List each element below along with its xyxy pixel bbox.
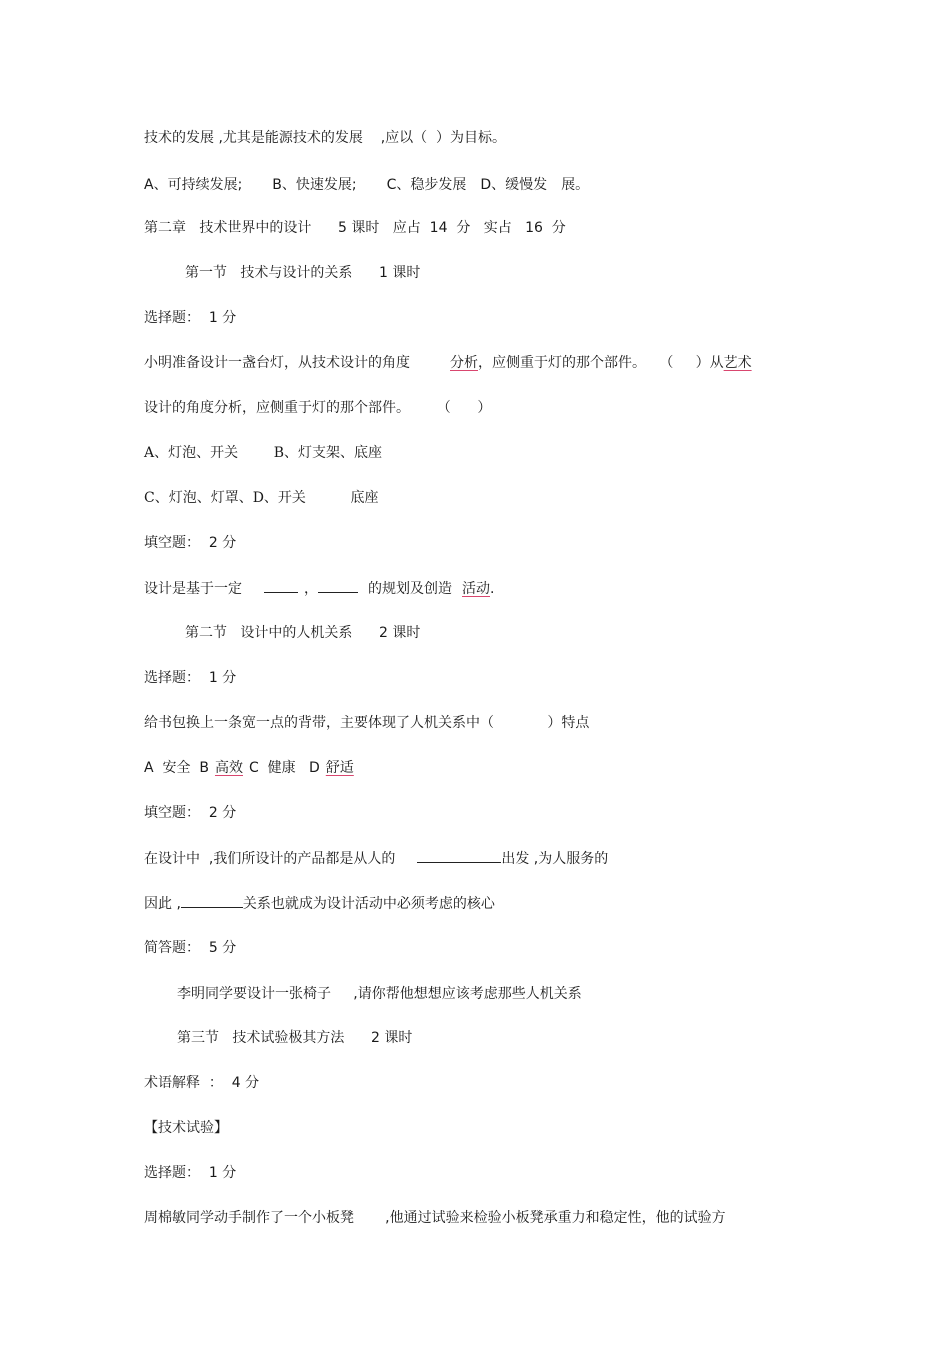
answer-blank <box>318 578 358 593</box>
section-2-fill-heading: 填空题： 2 分 <box>144 805 237 821</box>
underlined-word-comfortable: 舒适 <box>325 760 354 776</box>
section-1-fill-heading: 填空题： 2 分 <box>144 535 237 551</box>
section-2-question: 给书包换上一条宽一点的背带，主要体现了人机关系中（ ）特点 <box>144 715 590 731</box>
section-1-options-cd: C、灯泡、灯罩、D、开关 底座 <box>144 490 379 506</box>
section-2-fill-line2: 因此 , 关系也就成为设计活动中必须考虑的核心 <box>144 893 495 914</box>
section-2-fill-line1: 在设计中 ,我们所设计的产品都是从人的 出发 ,为人服务的 <box>144 848 608 869</box>
option-d-tail: 展。 <box>561 177 590 193</box>
option-a: A、可持续发展; <box>144 177 243 193</box>
section-1-question-line2: 设计的角度分析，应侧重于灯的那个部件。 （ ） <box>144 400 492 416</box>
section-3-heading: 第三节 技术试验极其方法 2 课时 <box>177 1030 413 1046</box>
answer-blank <box>264 578 298 593</box>
underlined-word-art: 艺术 <box>723 355 752 371</box>
section-3-term: 【技术试验】 <box>144 1120 228 1136</box>
section-2-options: A 安全 B 高效 C 健康 D 舒适 <box>144 760 354 776</box>
underlined-word-analysis: 分析 <box>450 355 478 371</box>
section-3-question: 周棉敏同学动手制作了一个小板凳 ,他通过试验来检验小板凳承重力和稳定性，他的试验方 <box>144 1210 726 1226</box>
underlined-word-activity: 活动 <box>462 581 490 597</box>
section-1-options-ab: A、灯泡、开关 B、灯支架、底座 <box>144 445 382 461</box>
question-energy-stem: 技术的发展 ,尤其是能源技术的发展 ,应以（ ）为目标。 <box>144 130 507 146</box>
section-3-term-heading: 术语解释 ： 4 分 <box>144 1075 260 1091</box>
answer-blank <box>181 893 243 908</box>
section-2-short-heading: 简答题： 5 分 <box>144 940 237 956</box>
chapter-2-heading: 第二章 技术世界中的设计 5 课时 应占 14 分 实占 16 分 <box>144 220 566 236</box>
section-1-question-line1: 小明准备设计一盏台灯，从技术设计的角度 分析，应侧重于灯的那个部件。 （ ）从艺术 <box>144 355 752 371</box>
question-energy-options <box>144 175 589 195</box>
section-3-choice-heading: 选择题： 1 分 <box>144 1165 237 1181</box>
section-1-fill-question: 设计是基于一定 ， 的规划及创造 活动. <box>144 578 494 599</box>
section-1-choice-heading: 选择题： 1 分 <box>144 310 237 326</box>
section-2-choice-heading: 选择题： 1 分 <box>144 670 237 686</box>
section-1-heading: 第一节 技术与设计的关系 1 课时 <box>185 265 421 281</box>
option-c: C、稳步发展 <box>386 177 467 193</box>
option-d: D、缓慢发 <box>480 177 548 193</box>
answer-blank <box>417 848 501 863</box>
section-2-short-question: 李明同学要设计一张椅子 ,请你帮他想想应该考虑那些人机关系 <box>177 986 582 1002</box>
underlined-word-efficient: 高效 <box>214 760 243 776</box>
section-2-heading: 第二节 设计中的人机关系 2 课时 <box>185 625 421 641</box>
option-b: B、快速发展; <box>272 177 357 193</box>
